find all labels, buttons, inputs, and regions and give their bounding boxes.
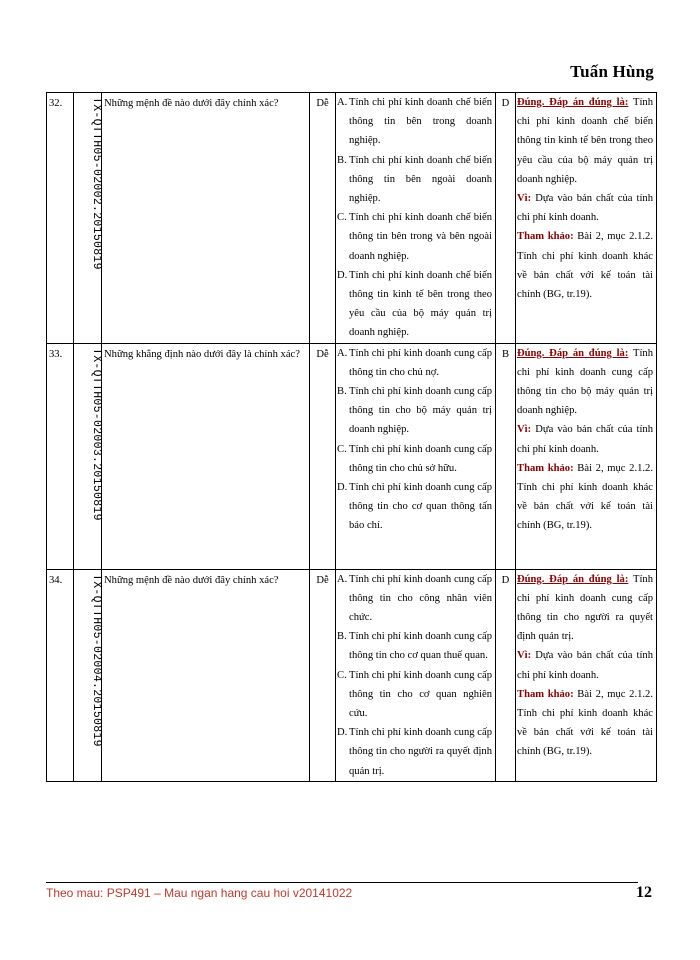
option-text: Tính chi phí kinh doanh cung cấp thông tin cho cơ quan thông tấn báo chí. bbox=[349, 482, 492, 532]
option-b bbox=[337, 151, 492, 209]
answer-key: D bbox=[496, 93, 516, 344]
explanation-cell bbox=[516, 93, 657, 344]
options-cell bbox=[336, 569, 496, 781]
correct-text: Tính chi phí kinh doanh cung cấp thông tin cho người ra quyết định quản trị. bbox=[517, 573, 653, 643]
reference-label: Tham khảo: bbox=[517, 231, 574, 243]
option-label: C. bbox=[337, 669, 347, 681]
option-text: Tính chi phí kinh doanh chế biến thông tin bên ngoài doanh nghiệp. bbox=[349, 154, 492, 205]
question-row bbox=[47, 569, 657, 781]
question-number: 33. bbox=[47, 343, 74, 569]
option-a bbox=[337, 344, 492, 382]
question-code: TX-QTTH05-02004.20150819 bbox=[90, 573, 103, 747]
correct-label: Đúng. Đáp án đúng là: bbox=[517, 97, 629, 108]
option-label: D. bbox=[337, 727, 348, 739]
why-text: Dựa vào bản chất của tính chi phí kinh doanh. bbox=[517, 424, 653, 455]
why-label: Vì: bbox=[517, 193, 532, 205]
option-label: A. bbox=[337, 347, 348, 359]
reference-text: Bài 2, mục 2.1.2. Tính chi phí kinh doanh khác về bản chất với kế toán tài chính (BG, tr.19). bbox=[517, 688, 653, 758]
option-d bbox=[337, 478, 492, 536]
option-text: Tính chi phí kinh doanh cung cấp thông tin cho công nhân viên chức. bbox=[349, 573, 492, 624]
question-code: TX-QTTH05-02002.20150819 bbox=[90, 97, 103, 270]
question-code-cell bbox=[74, 343, 102, 569]
option-label: B. bbox=[337, 154, 347, 166]
option-text: Tính chi phí kinh doanh cung cấp thông tin cho cơ quan nghiên cứu. bbox=[349, 669, 492, 720]
reference-label: Tham khảo: bbox=[517, 462, 574, 474]
reference-text: Bài 2, mục 2.1.2. Tính chi phí kinh doanh khác về bản chất với kế toán tài chính (BG, tr.19). bbox=[517, 231, 653, 301]
option-c bbox=[337, 440, 492, 478]
option-d bbox=[337, 723, 492, 781]
why-label: Vì: bbox=[517, 424, 532, 436]
question-bank-table bbox=[46, 92, 657, 782]
question-code-cell bbox=[74, 93, 102, 344]
option-text: Tính chi phí kinh doanh cung cấp thông tin cho chủ sở hữu. bbox=[349, 443, 492, 474]
page-number: 12 bbox=[636, 884, 652, 901]
correct-label: Đúng. Đáp án đúng là: bbox=[517, 347, 629, 359]
question-text: Những mệnh đề nào dưới đây chính xác? bbox=[102, 93, 310, 344]
difficulty-level: Dễ bbox=[310, 569, 336, 781]
option-label: C. bbox=[337, 443, 347, 455]
answer-key: D bbox=[496, 569, 516, 781]
option-text: Tính chi phí kinh doanh cung cấp thông tin cho chủ nợ. bbox=[349, 347, 492, 378]
question-code-cell bbox=[74, 569, 102, 781]
question-text: Những mệnh đề nào dưới đây chính xác? bbox=[102, 569, 310, 781]
options-cell bbox=[336, 93, 496, 344]
option-text: Tính chi phí kinh doanh chế biến thông tin kinh tế bên trong theo yêu cầu của bộ máy quản trị doanh nghiệp. bbox=[349, 269, 492, 339]
question-row bbox=[47, 93, 657, 344]
reference-text: Bài 2, mục 2.1.2. Tính chi phí kinh doanh khác về bản chất với kế toán tài chính (BG, tr.19). bbox=[517, 462, 653, 532]
why-text: Dựa vào bản chất của tính chi phí kinh doanh. bbox=[517, 193, 653, 224]
correct-text: Tính chi phí kinh doanh chế biến thông tin kinh tế bên trong theo yêu cầu của bộ máy quản trị doanh nghiệp. bbox=[517, 97, 653, 185]
why-text: Dựa vào bản chất của tính chi phí kinh doanh. bbox=[517, 650, 653, 681]
difficulty-level: Dễ bbox=[310, 93, 336, 344]
footer-divider bbox=[46, 882, 638, 883]
option-b bbox=[337, 382, 492, 440]
option-label: C. bbox=[337, 212, 347, 224]
option-a bbox=[337, 570, 492, 628]
explanation-cell bbox=[516, 569, 657, 781]
option-label: A. bbox=[337, 97, 348, 108]
question-text: Những khẳng định nào dưới đây là chính xác? bbox=[102, 343, 310, 569]
option-text: Tính chi phí kinh doanh cung cấp thông tin cho người ra quyết định quản trị. bbox=[349, 727, 492, 777]
option-label: D. bbox=[337, 269, 348, 281]
option-b bbox=[337, 627, 492, 665]
correct-text: Tính chi phí kinh doanh cung cấp thông tin cho bộ máy quản trị doanh nghiệp. bbox=[517, 347, 653, 417]
option-text: Tính chi phí kinh doanh cung cấp thông tin cho cơ quan thuế quan. bbox=[349, 631, 492, 662]
explanation-cell bbox=[516, 343, 657, 569]
option-label: D. bbox=[337, 482, 348, 494]
option-label: B. bbox=[337, 386, 347, 398]
why-label: Vì: bbox=[517, 650, 532, 662]
option-d bbox=[337, 266, 492, 343]
option-a bbox=[337, 93, 492, 151]
option-c bbox=[337, 666, 492, 724]
question-code: TX-QTTH05-02003.20150819 bbox=[90, 347, 103, 521]
option-text: Tính chi phí kinh doanh chế biến thông tin bên trong doanh nghiệp. bbox=[349, 97, 492, 147]
reference-label: Tham khảo: bbox=[517, 688, 574, 700]
question-number: 32. bbox=[47, 93, 74, 344]
option-label: A. bbox=[337, 573, 348, 585]
answer-key: B bbox=[496, 343, 516, 569]
option-label: B. bbox=[337, 631, 347, 643]
author-name: Tuấn Hùng bbox=[570, 62, 654, 81]
difficulty-level: Dễ bbox=[310, 343, 336, 569]
option-c bbox=[337, 208, 492, 266]
option-text: Tính chi phí kinh doanh cung cấp thông tin cho bộ máy quản trị doanh nghiệp. bbox=[349, 386, 492, 436]
correct-label: Đúng. Đáp án đúng là: bbox=[517, 573, 629, 585]
question-row bbox=[47, 343, 657, 569]
question-number: 34. bbox=[47, 569, 74, 781]
footer-template-text: Theo mau: PSP491 – Mau ngan hang cau hoi v20141022 bbox=[46, 886, 353, 900]
option-text: Tính chi phí kinh doanh chế biến thông tin bên trong và bên ngoài doanh nghiệp. bbox=[349, 212, 492, 262]
options-cell bbox=[336, 343, 496, 569]
